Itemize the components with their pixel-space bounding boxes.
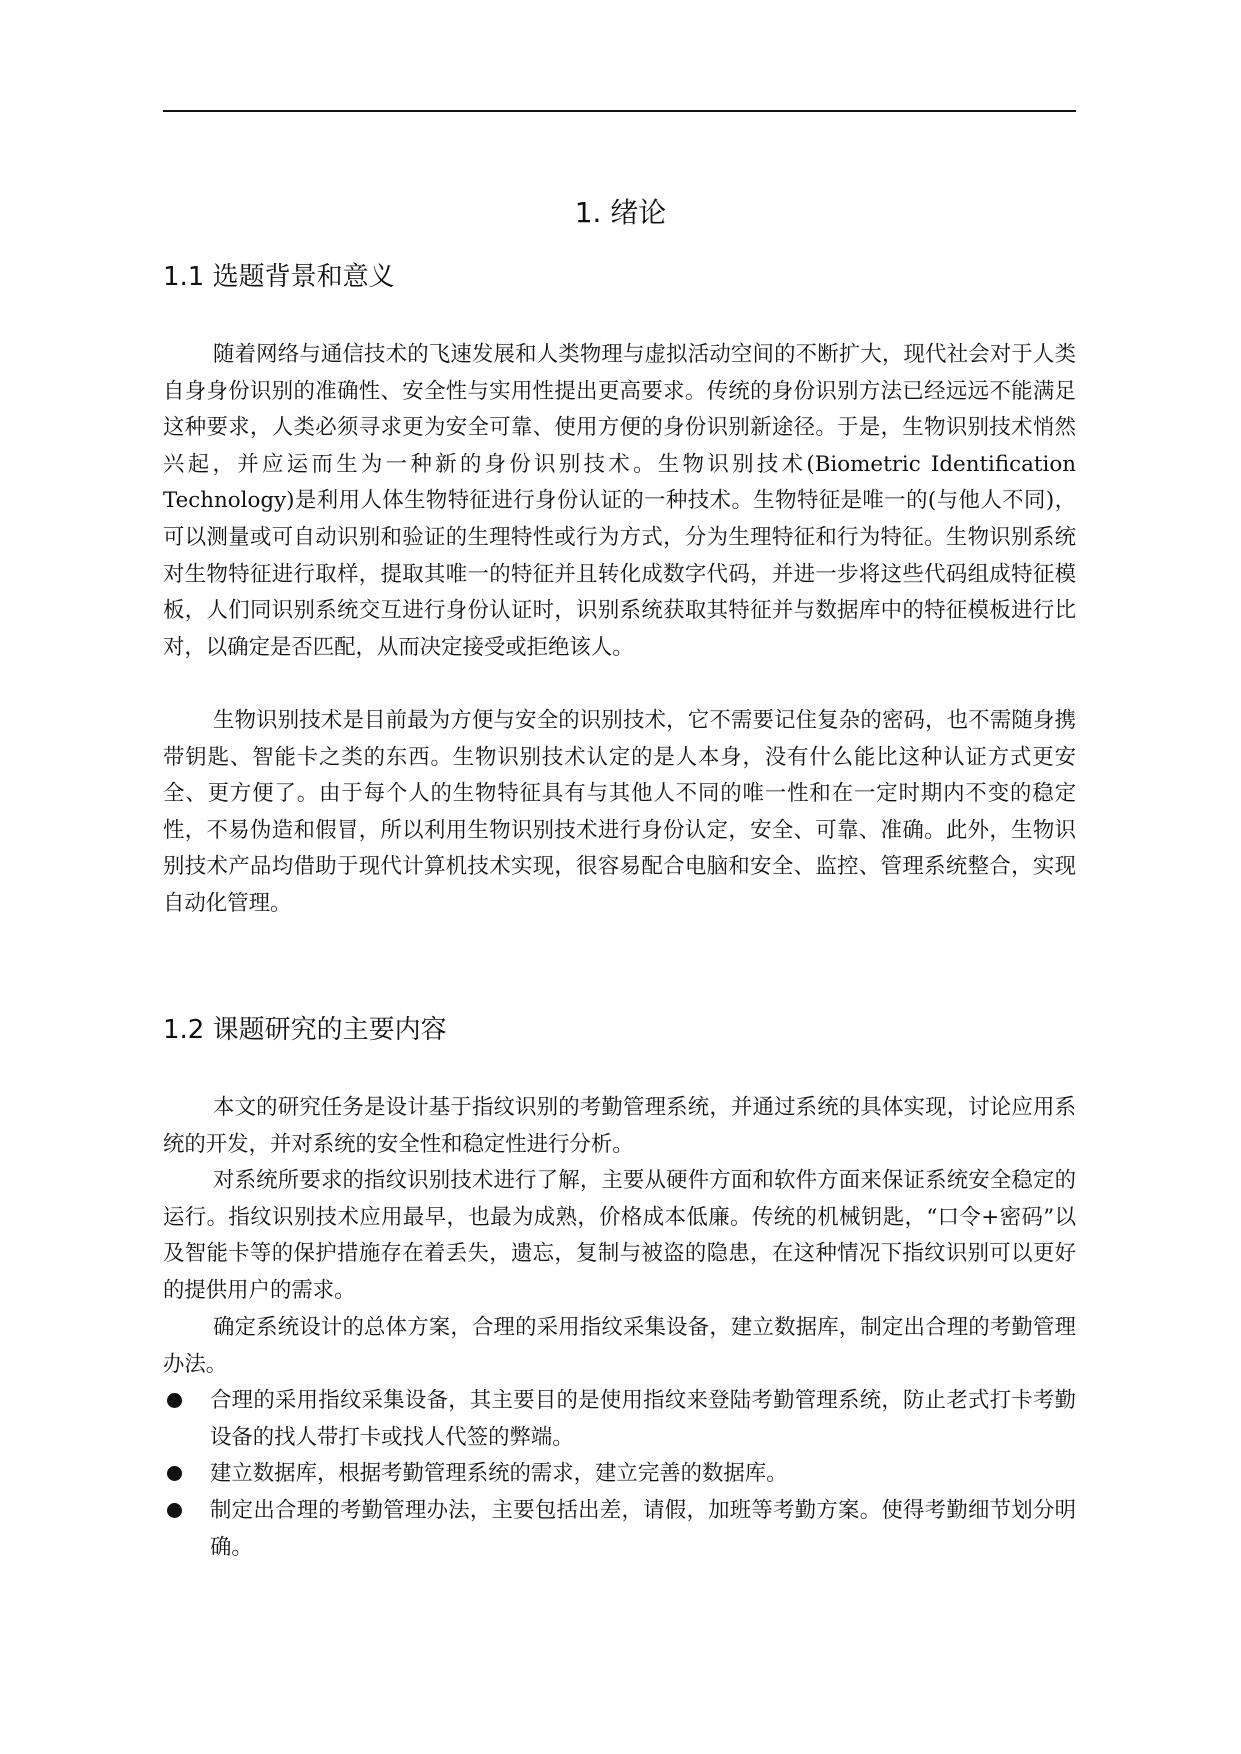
list-item (163, 1493, 1076, 1566)
list-item (163, 1456, 1076, 1493)
section-heading-1-2: 1.2 课题研究的主要内容 (163, 1015, 447, 1045)
paragraph-content-1: 本文的研究任务是设计基于指纹识别的考勤管理系统，并通过系统的具体实现，讨论应用系统的开发，并对系统的安全性和稳定性进行分析。 (163, 1095, 1076, 1157)
list-item-text: 合理的采用指纹采集设备，其主要目的是使用指纹来登陆考勤管理系统，防止老式打卡考勤设备的找人带打卡或找人代签的弊端。 (210, 1388, 1076, 1450)
list-item (163, 1383, 1076, 1456)
bullet-icon (167, 1466, 182, 1481)
section-heading-1-1: 1.1 选题背景和意义 (163, 262, 395, 292)
chapter-title: 1. 绪论 (574, 196, 667, 229)
list-item-text: 建立数据库，根据考勤管理系统的需求，建立完善的数据库。 (210, 1461, 788, 1486)
paragraph-content-3: 确定系统设计的总体方案，合理的采用指纹采集设备，建立数据库，制定出合理的考勤管理办法。 (163, 1315, 1076, 1377)
bullet-icon (167, 1393, 182, 1408)
header-rule (163, 110, 1076, 112)
list-item-text: 制定出合理的考勤管理办法，主要包括出差，请假，加班等考勤方案。使得考勤细节划分明确。 (210, 1498, 1076, 1560)
paragraph-background-2: 生物识别技术是目前最为方便与安全的识别技术，它不需要记住复杂的密码，也不需随身携带钥匙、智能卡之类的东西。生物识别技术认定的是人本身，没有什么能比这种认证方式更安全、更方便了。由于每个人的生物特征具有与其他人不同的唯一性和在一定时期内不变的稳定性，不易伪造和假冒，所以利用生物识别技术进行身份认定，安全、可靠、准确。此外，生物识别技术产品均借助于现代计算机技术实现，很容易配合电脑和安全、监控、管理系统整合，实现自动化管理。 (163, 708, 1076, 916)
paragraph-background-1: 随着网络与通信技术的飞速发展和人类物理与虚拟活动空间的不断扩大，现代社会对于人类自身身份识别的准确性、安全性与实用性提出更高要求。传统的身份识别方法已经远远不能满足这种要求，人类必须寻求更为安全可靠、使用方便的身份识别新途径。于是，生物识别技术悄然兴起，并应运而生为一种新的身份识别技术。生物识别技术(Biometric Identification Technology)是利用人体生物特征进行身份认证的一种技术。生物特征是唯一的(与他人不同)，可以测量或可自动识别和验证的生理特性或行为方式，分为生理特征和行为特征。生物识别系统对生物特征进行取样，提取其唯一的特征并且转化成数字代码，并进一步将这些代码组成特征模板，人们同识别系统交互进行身份认证时，识别系统获取其特征并与数据库中的特征模板进行比对，以确定是否匹配，从而决定接受或拒绝该人。 (163, 342, 1076, 660)
paragraph-content-2: 对系统所要求的指纹识别技术进行了解，主要从硬件方面和软件方面来保证系统安全稳定的运行。指纹识别技术应用最早，也最为成熟，价格成本低廉。传统的机械钥匙，“口令+密码”以及智能卡等的保护措施存在着丢失，遗忘，复制与被盗的隐患，在这种情况下指纹识别可以更好的提供用户的需求。 (163, 1168, 1076, 1303)
bullet-icon (167, 1503, 182, 1518)
